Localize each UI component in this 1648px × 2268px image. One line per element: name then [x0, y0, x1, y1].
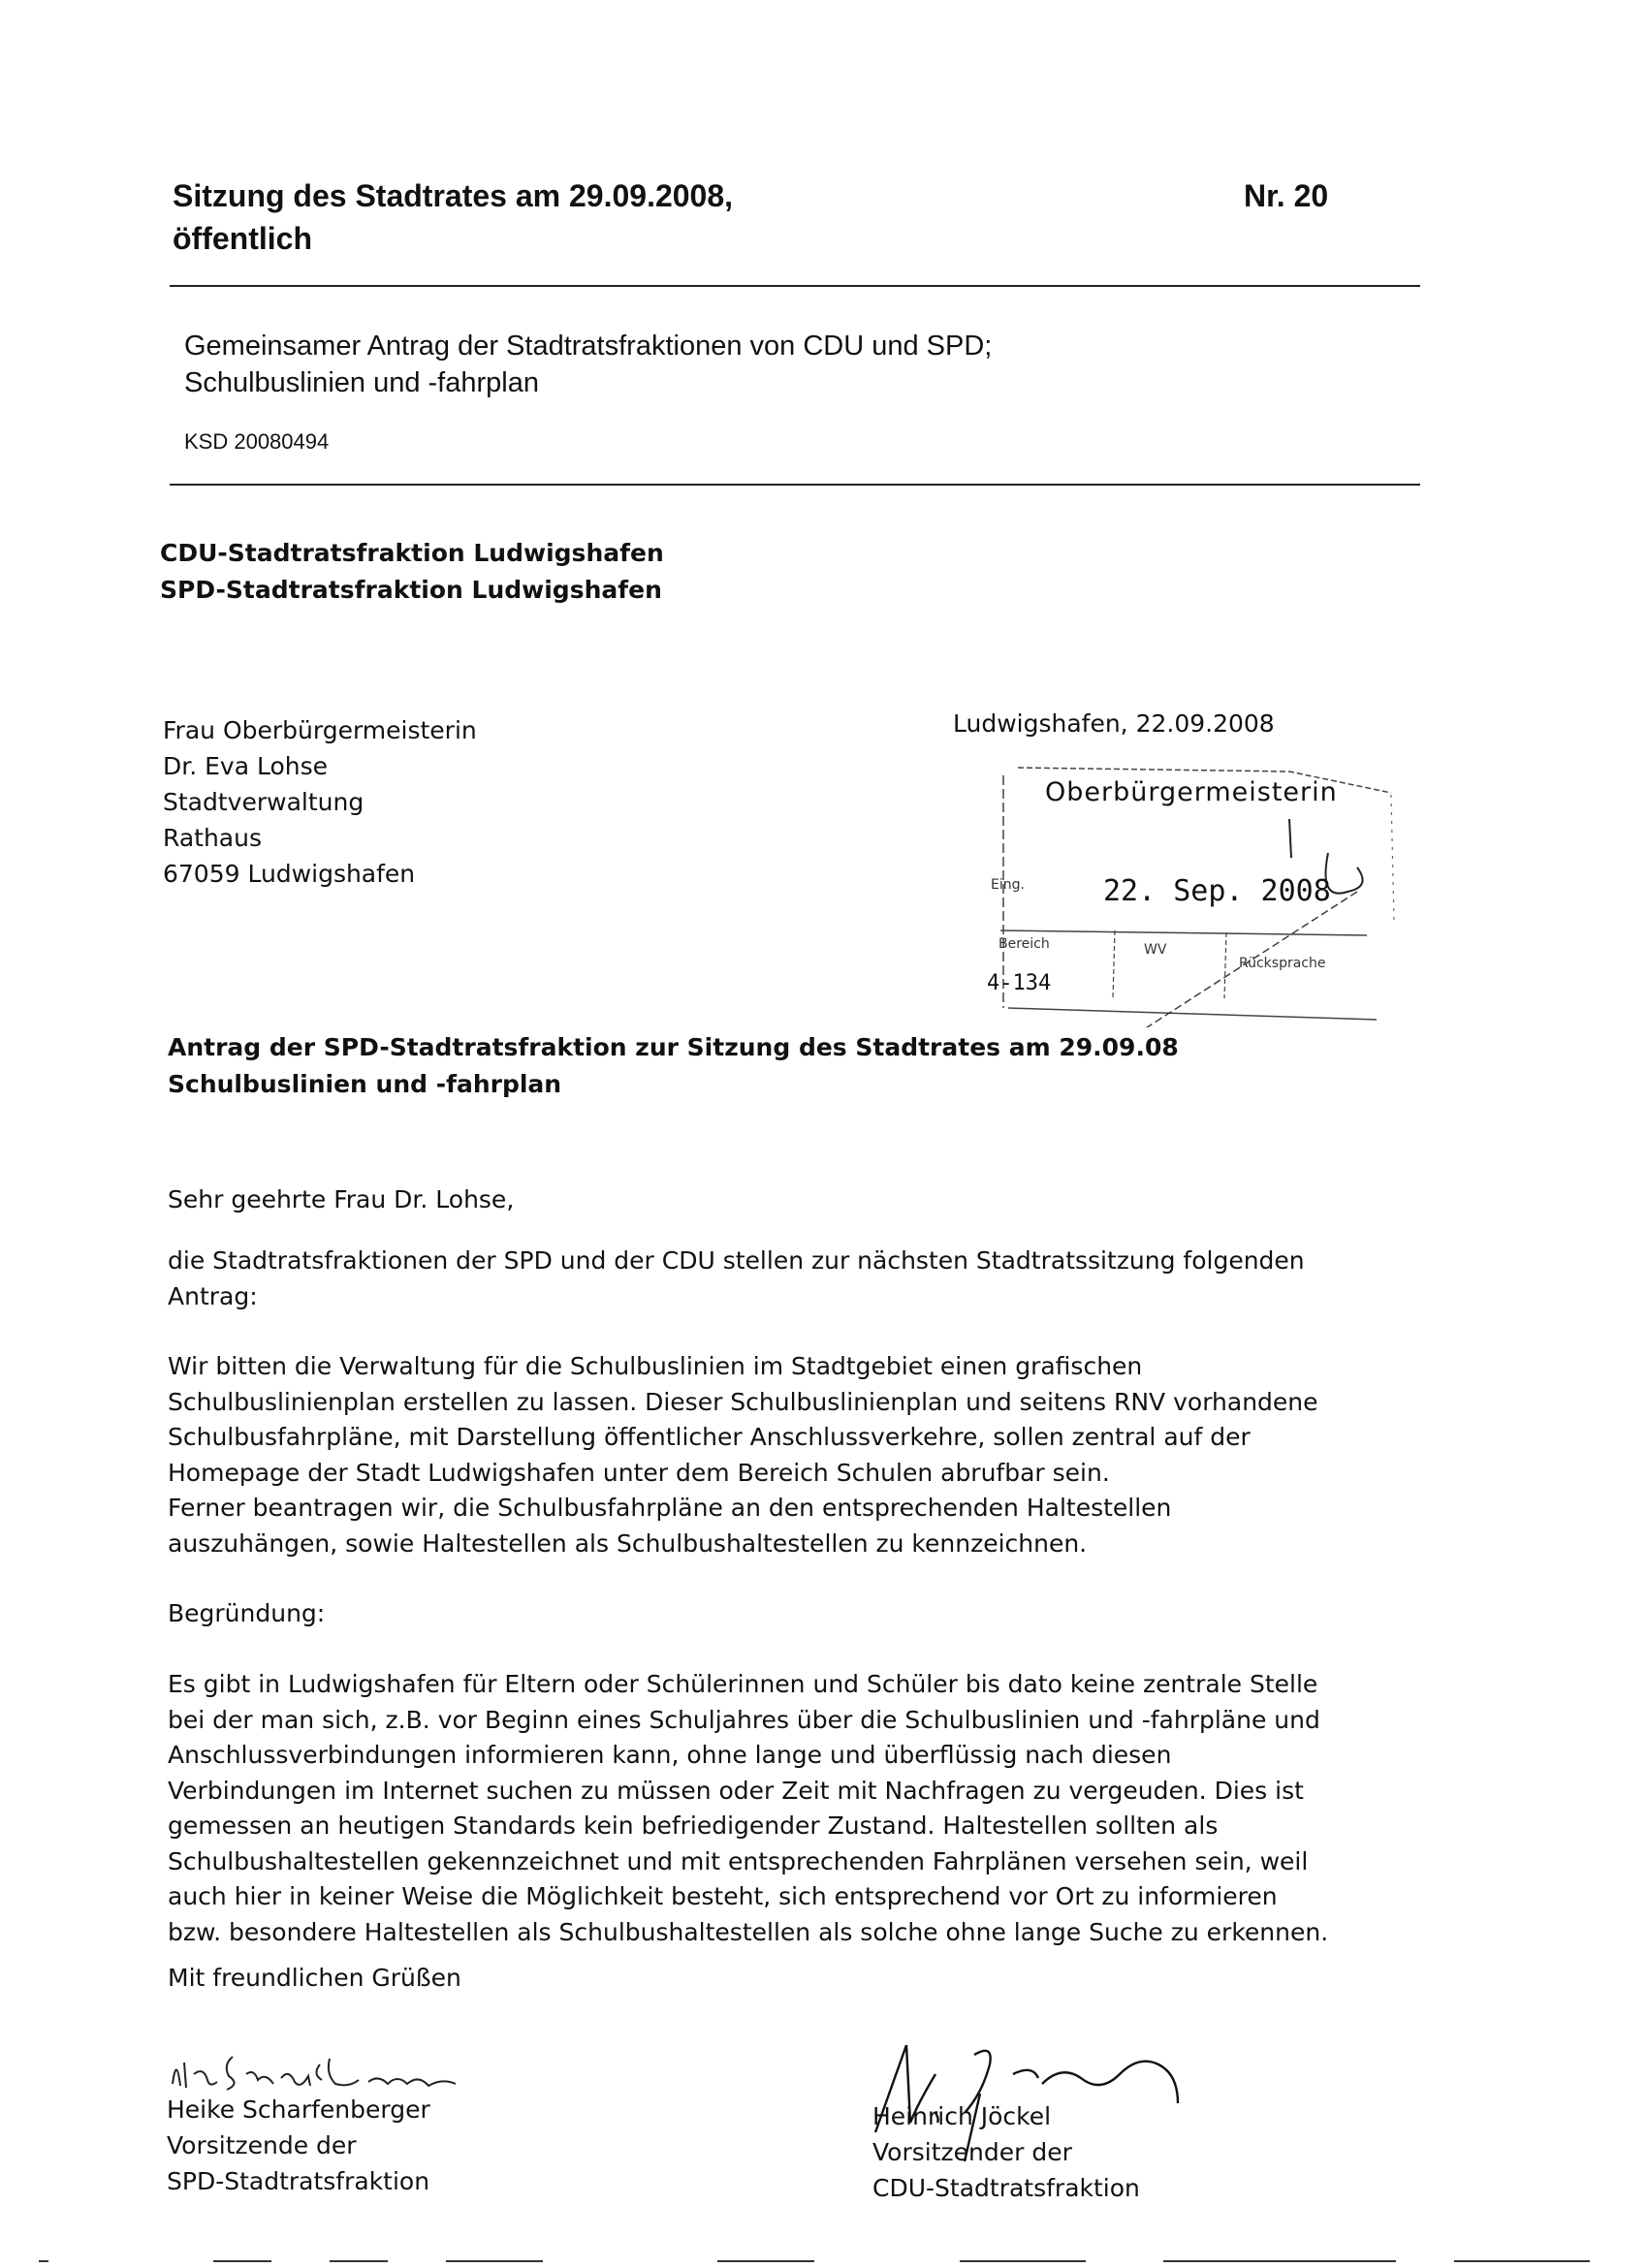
session-title-line-2: öffentlich	[173, 221, 312, 256]
request-line: Wir bitten die Verwaltung für die Schulbuslinien im Stadtgebiet einen grafischen	[168, 1352, 1143, 1380]
reason-line: bzw. besondere Haltestellen als Schulbushaltestellen als solche ohne lange Suche zu erkennen.	[168, 1917, 1329, 1946]
header-divider	[170, 285, 1420, 287]
reason-paragraph	[168, 1667, 1328, 1950]
recipient-line: Rathaus	[163, 824, 262, 852]
recipient-line: Dr. Eva Lohse	[163, 752, 329, 780]
recipient-line: 67059 Ludwigshafen	[163, 860, 416, 888]
closing: Mit freundlichen Grüßen	[168, 1964, 461, 1992]
recipient-address	[163, 712, 477, 892]
request-title-line-2: Schulbuslinien und -fahrplan	[168, 1070, 562, 1098]
subject-line-2: Schulbuslinien und -fahrplan	[184, 367, 539, 398]
stamp-eing-label: Eing.	[991, 877, 1025, 893]
subject-divider	[170, 484, 1420, 486]
sender-block	[160, 535, 664, 609]
signatory-right	[872, 2098, 1140, 2206]
request-line: Ferner beantragen wir, die Schulbusfahrpläne an den entsprechenden Haltestellen	[168, 1494, 1172, 1522]
sender-spd: SPD-Stadtratsfraktion Ludwigshafen	[160, 576, 662, 604]
intro-line: Antrag:	[168, 1281, 258, 1310]
salutation: Sehr geehrte Frau Dr. Lohse,	[168, 1185, 515, 1213]
request-title-line-1: Antrag der SPD-Stadtratsfraktion zur Sitzung des Stadtrates am 29.09.08	[168, 1033, 1179, 1061]
reason-line: Schulbushaltestellen gekennzeichnet und mit entsprechenden Fahrplänen versehen sein, weil	[168, 1846, 1309, 1875]
reason-line: auch hier in keiner Weise die Möglichkeit besteht, sich entsprechend vor Ort zu informieren	[168, 1882, 1278, 1910]
subject-line-1: Gemeinsamer Antrag der Stadtratsfraktionen von CDU und SPD;	[184, 331, 993, 362]
place-date: Ludwigshafen, 22.09.2008	[953, 709, 1275, 738]
sender-cdu: CDU-Stadtratsfraktion Ludwigshafen	[160, 539, 664, 567]
request-line: Homepage der Stadt Ludwigshafen unter dem Bereich Schulen abrufbar sein.	[168, 1458, 1110, 1487]
signatory-left-role: Vorsitzende der	[167, 2131, 357, 2159]
stamp-bereich-label: Bereich	[998, 936, 1050, 952]
reason-line: Es gibt in Ludwigshafen für Eltern oder Schülerinnen und Schüler bis dato keine zentrale Stelle	[168, 1670, 1318, 1698]
request-title	[168, 1029, 1179, 1103]
recipient-line: Frau Oberbürgermeisterin	[163, 716, 477, 744]
signatory-left	[167, 2092, 430, 2199]
stamp-wv-label: WV	[1144, 942, 1167, 958]
signatory-right-group: CDU-Stadtratsfraktion	[872, 2174, 1140, 2202]
request-line: auszuhängen, sowie Haltestellen als Schulbushaltestellen zu kennzeichnen.	[168, 1528, 1088, 1558]
reason-line: Verbindungen im Internet suchen zu müssen oder Zeit mit Nachfragen zu vergeuden. Dies ist	[168, 1776, 1304, 1805]
ksd-number: KSD 20080494	[184, 429, 330, 454]
subject-block	[184, 328, 992, 401]
request-paragraph	[168, 1349, 1318, 1561]
bottom-scan-rule	[39, 2258, 1609, 2266]
signatory-left-name: Heike Scharfenberger	[167, 2095, 430, 2124]
reason-line: gemessen an heutigen Standards kein befriedigender Zustand. Haltestellen sollten als	[168, 1811, 1219, 1840]
recipient-line: Stadtverwaltung	[163, 788, 364, 816]
stamp-date: 22. Sep. 2008	[1103, 874, 1331, 908]
signatory-right-role: Vorsitzender der	[872, 2138, 1072, 2166]
signatory-left-group: SPD-Stadtratsfraktion	[167, 2167, 430, 2195]
request-line: Schulbusfahrpläne, mit Darstellung öffentlicher Anschlussverkehre, sollen zentral auf der	[168, 1423, 1251, 1451]
document-number: Nr. 20	[1244, 178, 1329, 213]
stamp-reference: 4-134	[987, 971, 1052, 995]
request-line: Schulbuslinienplan erstellen zu lassen. Dieser Schulbuslinienplan und seitens RNV vorhandene	[168, 1387, 1318, 1416]
stamp-office: Oberbürgermeisterin	[1045, 777, 1338, 807]
reason-heading: Begründung:	[168, 1599, 326, 1627]
reason-line: bei der man sich, z.B. vor Beginn eines Schuljahres über die Schulbuslinien und -fahrpläne und	[168, 1705, 1320, 1734]
stamp-ruecksprache-label: Rücksprache	[1239, 956, 1326, 971]
intro-paragraph	[168, 1244, 1305, 1314]
reason-line: Anschlussverbindungen informieren kann, ohne lange und überflüssig nach diesen	[168, 1741, 1172, 1769]
intro-line: die Stadtratsfraktionen der SPD und der CDU stellen zur nächsten Stadtratssitzung folgenden	[168, 1246, 1305, 1275]
session-title-line-1: Sitzung des Stadtrates am 29.09.2008,	[173, 178, 734, 213]
signatory-right-name: Heinrich Jöckel	[872, 2102, 1052, 2130]
session-title	[173, 174, 733, 260]
